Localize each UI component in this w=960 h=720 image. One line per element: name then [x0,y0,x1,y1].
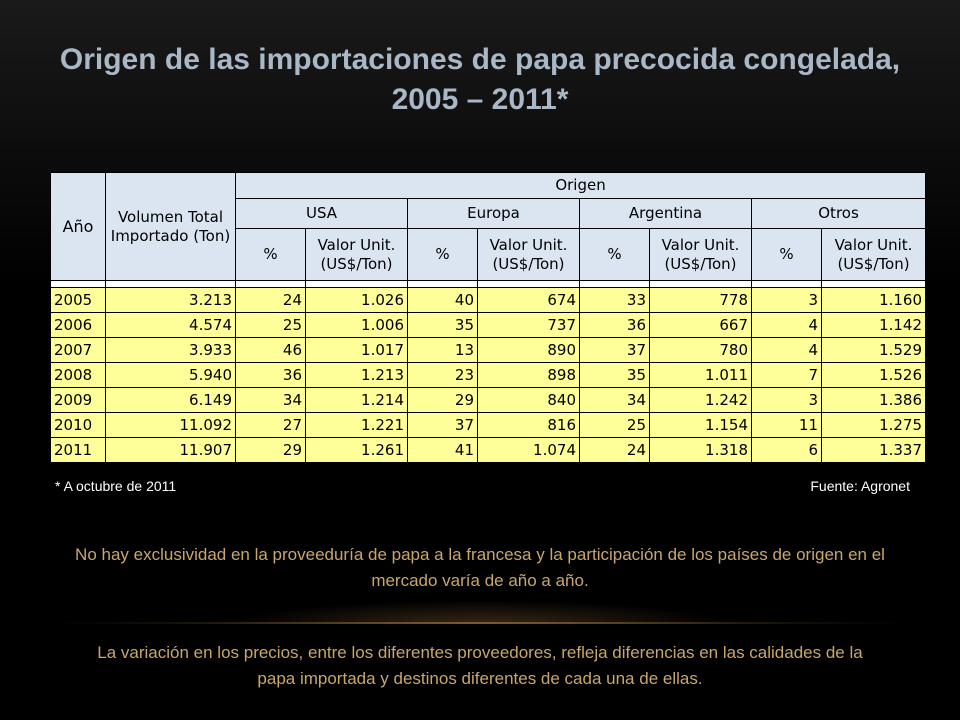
cell-argentina-value: 667 [650,313,752,338]
cell-argentina-pct: 25 [580,413,650,438]
cell-usa-value: 1.213 [306,363,408,388]
cell-europa-pct: 29 [408,388,478,413]
header-unit-value: Valor Unit. (US$/Ton) [822,229,926,281]
source-note: Fuente: Agronet [810,478,910,494]
slide-title-line1: Origen de las importaciones de papa precocida congelada, [59,43,901,76]
cell-argentina-value: 780 [650,338,752,363]
table-row [51,313,926,338]
cell-usa-pct: 27 [236,413,306,438]
slide-title [40,40,920,120]
cell-volume: 5.940 [106,363,236,388]
cell-year: 2006 [51,313,106,338]
header-region-usa: USA [236,199,408,229]
cell-europa-pct: 35 [408,313,478,338]
cell-europa-value: 1.074 [478,438,580,463]
cell-usa-pct: 29 [236,438,306,463]
slide-title-line2: 2005 – 2011* [391,83,569,116]
table-row [51,363,926,388]
cell-usa-pct: 46 [236,338,306,363]
paragraph-exclusivity: No hay exclusividad en la proveeduría de papa a la francesa y la participación de los países de origen en el mercado varía de año a año. [75,545,885,590]
cell-argentina-pct: 36 [580,313,650,338]
cell-usa-pct: 34 [236,388,306,413]
cell-usa-pct: 36 [236,363,306,388]
header-region-europa: Europa [408,199,580,229]
header-unit-value: Valor Unit. (US$/Ton) [650,229,752,281]
header-volume: Volumen Total Importado (Ton) [106,173,236,281]
footnote: * A octubre de 2011 [55,478,177,494]
cell-usa-pct: 25 [236,313,306,338]
cell-volume: 4.574 [106,313,236,338]
cell-volume: 11.092 [106,413,236,438]
imports-table [50,172,926,463]
header-origin: Origen [236,173,926,199]
table-gap-row [51,281,926,288]
cell-europa-value: 890 [478,338,580,363]
cell-europa-value: 816 [478,413,580,438]
cell-year: 2008 [51,363,106,388]
cell-argentina-pct: 33 [580,288,650,313]
table-row [51,438,926,463]
cell-year: 2010 [51,413,106,438]
cell-argentina-value: 1.154 [650,413,752,438]
table-row [51,413,926,438]
cell-otros-value: 1.526 [822,363,926,388]
header-pct: % [580,229,650,281]
divider-glow [230,600,730,624]
cell-volume: 3.933 [106,338,236,363]
cell-usa-value: 1.017 [306,338,408,363]
cell-otros-value: 1.275 [822,413,926,438]
header-pct: % [752,229,822,281]
cell-europa-value: 674 [478,288,580,313]
table-row [51,388,926,413]
cell-otros-pct: 3 [752,388,822,413]
cell-europa-pct: 13 [408,338,478,363]
cell-volume: 3.213 [106,288,236,313]
cell-argentina-value: 1.318 [650,438,752,463]
cell-year: 2005 [51,288,106,313]
cell-otros-value: 1.160 [822,288,926,313]
cell-europa-pct: 23 [408,363,478,388]
header-region-otros: Otros [752,199,926,229]
cell-argentina-pct: 37 [580,338,650,363]
cell-argentina-pct: 24 [580,438,650,463]
cell-europa-pct: 41 [408,438,478,463]
header-unit-value: Valor Unit. (US$/Ton) [478,229,580,281]
cell-otros-pct: 3 [752,288,822,313]
cell-otros-pct: 4 [752,338,822,363]
header-year: Año [51,173,106,281]
paragraph-price-variation: La variación en los precios, entre los diferentes proveedores, refleja diferencias en las calidades de la papa importada y destinos diferentes de cada una de ellas. [97,643,863,688]
cell-argentina-value: 1.242 [650,388,752,413]
cell-europa-value: 840 [478,388,580,413]
cell-otros-value: 1.386 [822,388,926,413]
cell-usa-value: 1.026 [306,288,408,313]
table-row [51,288,926,313]
cell-argentina-pct: 35 [580,363,650,388]
cell-argentina-value: 778 [650,288,752,313]
cell-usa-value: 1.221 [306,413,408,438]
cell-europa-value: 737 [478,313,580,338]
cell-otros-pct: 11 [752,413,822,438]
cell-usa-pct: 24 [236,288,306,313]
cell-otros-value: 1.337 [822,438,926,463]
cell-otros-pct: 6 [752,438,822,463]
cell-argentina-value: 1.011 [650,363,752,388]
cell-argentina-pct: 34 [580,388,650,413]
cell-otros-pct: 7 [752,363,822,388]
divider-line [60,622,900,624]
header-unit-value: Valor Unit. (US$/Ton) [306,229,408,281]
header-pct: % [408,229,478,281]
cell-usa-value: 1.214 [306,388,408,413]
cell-europa-pct: 40 [408,288,478,313]
header-region-argentina: Argentina [580,199,752,229]
cell-year: 2011 [51,438,106,463]
cell-volume: 11.907 [106,438,236,463]
cell-volume: 6.149 [106,388,236,413]
cell-usa-value: 1.261 [306,438,408,463]
cell-year: 2007 [51,338,106,363]
header-pct: % [236,229,306,281]
table-body [51,281,926,463]
cell-otros-value: 1.142 [822,313,926,338]
cell-europa-pct: 37 [408,413,478,438]
cell-year: 2009 [51,388,106,413]
cell-otros-value: 1.529 [822,338,926,363]
cell-otros-pct: 4 [752,313,822,338]
imports-table-container [50,172,925,463]
cell-usa-value: 1.006 [306,313,408,338]
table-row [51,338,926,363]
cell-europa-value: 898 [478,363,580,388]
